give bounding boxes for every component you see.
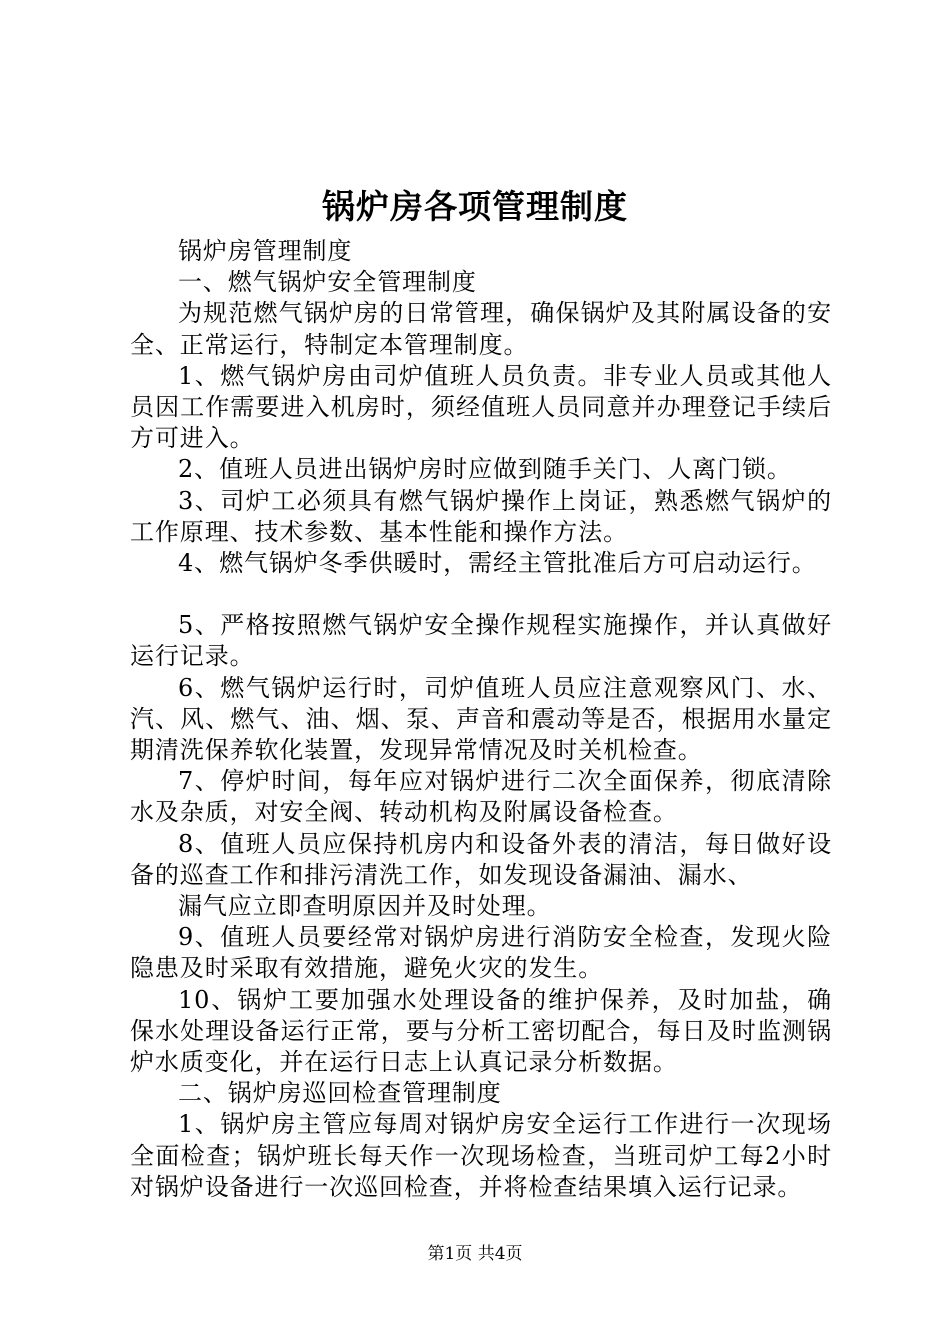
paragraph: 5、严格按照燃气锅炉安全操作规程实施操作，并认真做好运行记录。 <box>130 611 832 671</box>
section-heading: 锅炉房管理制度 <box>178 237 353 265</box>
paragraph: 1、锅炉房主管应每周对锅炉房安全运行工作进行一次现场全面检查；锅炉班长每天作一次现场检查，当班司炉工每2小时对锅炉设备进行一次巡回检查，并将检查结果填入运行记录。 <box>130 1110 832 1201</box>
paragraph: 1、燃气锅炉房由司炉值班人员负责。非专业人员或其他人员因工作需要进入机房时，须经值班人员同意并办理登记手续后方可进入。 <box>130 361 832 453</box>
paragraph: 4、燃气锅炉冬季供暖时，需经主管批准后方可启动运行。 <box>178 549 817 578</box>
paragraph: 10、锅炉工要加强水处理设备的维护保养，及时加盐，确保水处理设备运行正常，要与分析工密切配合，每日及时监测锅炉水质变化，并在运行日志上认真记录分析数据。 <box>130 985 832 1077</box>
section-heading: 二、锅炉房巡回检查管理制度 <box>178 1079 502 1108</box>
section-heading: 一、燃气锅炉安全管理制度 <box>178 268 477 297</box>
paragraph: 3、司炉工必须具有燃气锅炉操作上岗证，熟悉燃气锅炉的工作原理、技术参数、基本性能和操作方法。 <box>130 486 832 546</box>
document-title: 锅炉房各项管理制度 <box>322 187 628 226</box>
page-number: 第1页 共4页 <box>427 1244 523 1264</box>
paragraph: 6、燃气锅炉运行时，司炉值班人员应注意观察风门、水、汽、风、燃气、油、烟、泵、声音和震动等是否，根据用水量定期清洗保养软化装置，发现异常情况及时关机检查。 <box>130 673 832 765</box>
document-body <box>130 236 832 1203</box>
paragraph: 2、值班人员进出锅炉房时应做到随手关门、人离门锁。 <box>178 455 792 484</box>
paragraph: 8、值班人员应保持机房内和设备外表的清洁，每日做好设备的巡查工作和排污清洗工作，如发现设备漏油、漏水、 <box>130 829 832 889</box>
paragraph: 为规范燃气锅炉房的日常管理，确保锅炉及其附属设备的安全、正常运行，特制定本管理制度。 <box>130 299 832 359</box>
paragraph: 漏气应立即查明原因并及时处理。 <box>178 892 552 921</box>
paragraph: 7、停炉时间，每年应对锅炉进行二次全面保养，彻底清除水及杂质，对安全阀、转动机构及附属设备检查。 <box>130 767 832 827</box>
paragraph: 9、值班人员要经常对锅炉房进行消防安全检查，发现火险隐患及时采取有效措施，避免火灾的发生。 <box>130 923 832 983</box>
